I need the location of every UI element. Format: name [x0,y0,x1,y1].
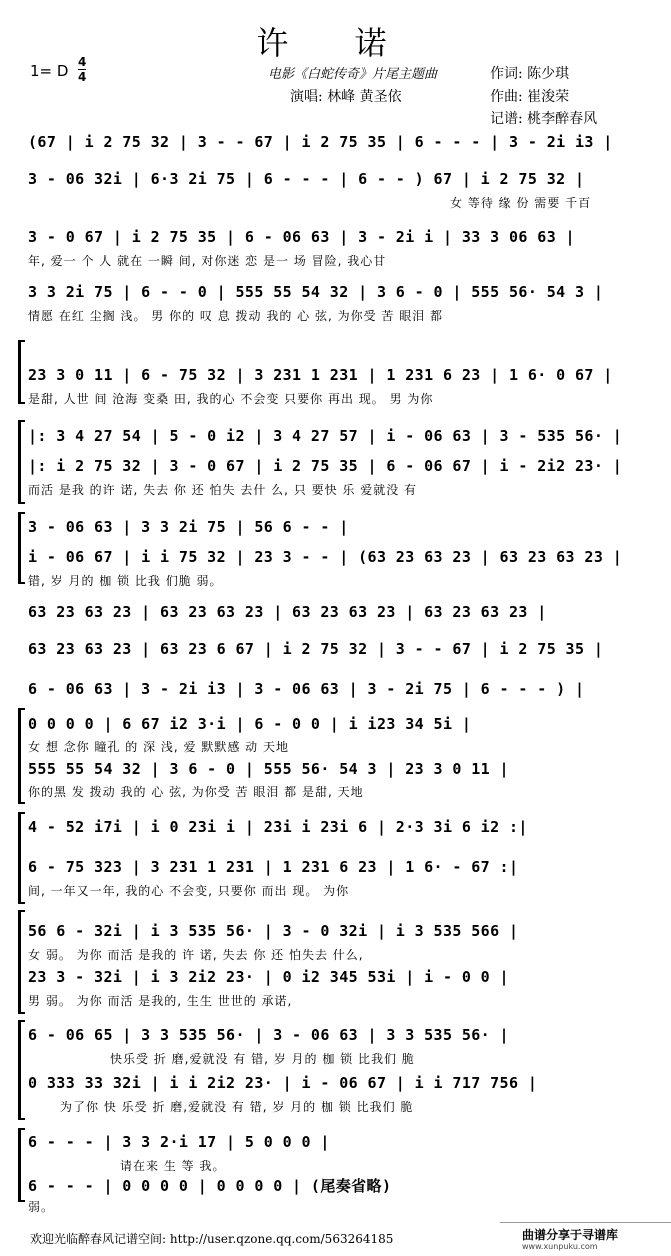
lyric-row: 错, 岁 月的 枷 锁 比我 们脆 弱。 [28,574,223,588]
lyric-row: 男 弱。 为你 而活 是我的, 生生 世世的 承诺, [28,994,293,1008]
lyricist: 作词: 陈少琪 [490,66,570,82]
notation-row: 56 6 - 32i | i 3 535 56· | 3 - 0 32i | i 3 535 566 | [28,922,519,940]
notation-row: 3 3 2i 75 | 6 - - 0 | 555 55 54 32 | 3 6 - 0 | 555 56· 54 3 | [28,283,604,301]
notation-row: 6 - - - | 0 0 0 0 | 0 0 0 0 | (尾奏省略) [28,1177,392,1195]
lyric-row: 情愿 在红 尘搁 浅。 男 你的 叹 息 拨动 我的 心 弦, 为你受 苦 眼泪 都 [28,309,444,323]
notation-row: 6 - 06 63 | 3 - 2i i3 | 3 - 06 63 | 3 - 2i 75 | 6 - - - ) | [28,680,585,698]
song-title: 许 诺 [256,24,415,62]
lyric-row: 弱。 [28,1200,55,1214]
notation-row: 23 3 0 11 | 6 - 75 32 | 3 231 1 231 | 1 231 6 23 | 1 6· 0 67 | [28,366,613,384]
lyric-row: 女 等待 缘 份 需要 千百 [450,196,592,210]
notation-row: 6 - 06 65 | 3 3 535 56· | 3 - 06 63 | 3 3 535 56· | [28,1026,509,1044]
time-signature [78,56,86,83]
notation-row: 23 3 - 32i | i 3 2i2 23· | 0 i2 345 53i | i - 0 0 | [28,968,509,986]
notation-row: 6 - 75 323 | 3 231 1 231 | 1 231 6 23 | 1 6· - 67 :| [28,858,519,876]
singers: 演唱: 林峰 黄圣依 [290,89,402,105]
system-bracket [18,708,25,804]
lyric-row: 女 想 念你 瞳孔 的 深 浅, 爱 默默感 动 天地 [28,740,289,754]
notation-row: 3 - 06 63 | 3 3 2i 75 | 56 6 - - | [28,518,349,536]
system-bracket [18,420,25,504]
notation-row: 63 23 63 23 | 63 23 63 23 | 63 23 63 23 | 63 23 63 23 | [28,603,547,621]
key-signature: 1= D [30,62,69,80]
lyric-row: 你的黑 发 拨动 我的 心 弦, 为你受 苦 眼泪 都 是甜, 天地 [28,785,364,799]
notation-row: 555 55 54 32 | 3 6 - 0 | 555 56· 54 3 | 23 3 0 11 | [28,760,509,778]
meter-bottom: 4 [78,70,87,84]
system-bracket [18,1020,25,1120]
system-bracket [18,340,25,404]
footer-share: 曲谱分享于寻谱库 [522,1228,619,1242]
transcriber: 记谱: 桃李醉春风 [490,111,598,127]
lyric-row: 请在来 生 等 我。 [120,1159,226,1173]
composer: 作曲: 崔浚荣 [490,89,570,105]
lyric-row: 间, 一年又一年, 我的心 不会变, 只要你 而出 现。 为你 [28,884,350,898]
notation-row: 4 - 52 i7i | i 0 23i i | 23i i 23i 6 | 2·3 3i 6 i2 :| [28,818,528,836]
subtitle: 电影《白蛇传奇》片尾主题曲 [268,67,438,82]
notation-row: 3 - 0 67 | i 2 75 35 | 6 - 06 63 | 3 - 2i i | 33 3 06 63 | [28,228,575,246]
notation-row: |: i 2 75 32 | 3 - 0 67 | i 2 75 35 | 6 - 06 67 | i - 2i2 23· | [28,457,623,475]
notation-row: 0 0 0 0 | 6 67 i2 3·i | 6 - 0 0 | i i23 34 5i | [28,715,472,733]
notation-row: 3 - 06 32i | 6·3 2i 75 | 6 - - - | 6 - - ) 67 | i 2 75 32 | [28,170,585,188]
lyric-row: 快乐受 折 磨,爱就没 有 错, 岁 月的 枷 锁 比我们 脆 [110,1052,415,1066]
notation-row: i - 06 67 | i i 75 32 | 23 3 - - | (63 23 63 23 | 63 23 63 23 | [28,548,623,566]
lyric-row: 是甜, 人世 间 沧海 变桑 田, 我的心 不会变 只要你 再出 现。 男 为你 [28,392,434,406]
notation-row: 6 - - - | 3 3 2·i 17 | 5 0 0 0 | [28,1133,330,1151]
notation-row: |: 3 4 27 54 | 5 - 0 i2 | 3 4 27 57 | i - 06 63 | 3 - 535 56· | [28,427,623,445]
meter-top: 4 [78,55,87,69]
notation-row: (67 | i 2 75 32 | 3 - - 67 | i 2 75 35 | 6 - - - | 3 - 2i i3 | [28,133,613,151]
lyric-row: 女 弱。 为你 而活 是我的 许 诺, 失去 你 还 怕失去 什么, [28,948,364,962]
footer-welcome: 欢迎光临醉春风记谱空间: http://user.qzone.qq.com/563264185 [30,1232,394,1246]
notation-row: 63 23 63 23 | 63 23 6 67 | i 2 75 32 | 3 - - 67 | i 2 75 35 | [28,640,604,658]
footer-divider [500,1222,671,1223]
system-bracket [18,512,25,584]
system-bracket [18,910,25,1014]
notation-row: 0 333 33 32i | i i 2i2 23· | i - 06 67 | i i 717 756 | [28,1074,538,1092]
lyric-row: 为了你 快 乐受 折 磨,爱就没 有 错, 岁 月的 枷 锁 比我们 脆 [60,1100,414,1114]
lyric-row: 而活 是我 的许 诺, 失去 你 还 怕失 去什 么, 只 要快 乐 爱就没 有 [28,483,418,497]
lyric-row: 年, 爱一 个 人 就在 一瞬 间, 对你迷 恋 是一 场 冒险, 我心甘 [28,254,387,268]
system-bracket [18,1128,25,1202]
system-bracket [18,812,25,904]
footer-site: www.xunpuku.com [522,1242,598,1251]
